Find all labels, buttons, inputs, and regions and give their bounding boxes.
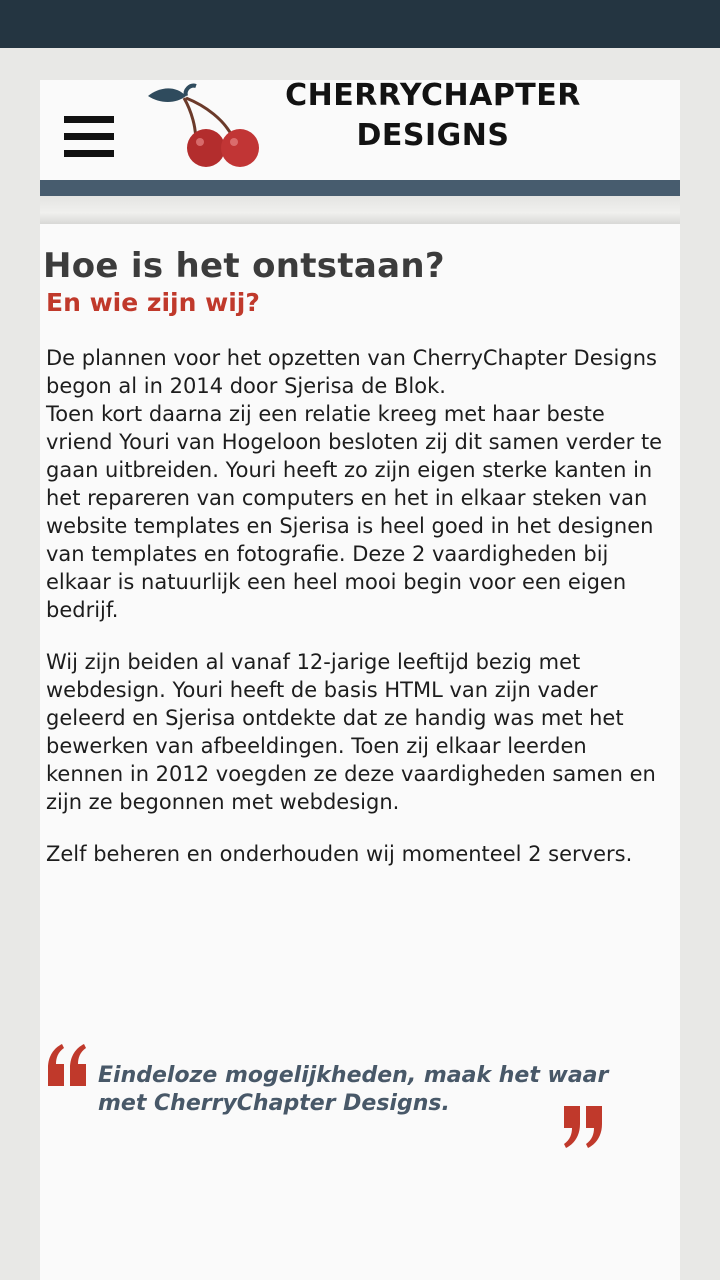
quote-text: Eindeloze mogelijkheden, maak het waar met CherryChapter Designs.	[98, 1063, 609, 1116]
page-title: Hoe is het ontstaan?	[43, 246, 445, 286]
quote-close-icon	[560, 1104, 606, 1150]
nav-bar	[40, 180, 680, 196]
hamburger-menu-icon[interactable]	[64, 116, 114, 158]
paragraph-1: De plannen voor het opzetten van CherryChapter Designs begon al in 2014 door Sjerisa de Blok.	[46, 346, 657, 398]
status-bar	[0, 0, 720, 48]
brand-line-1: CHERRYCHAPTER	[285, 78, 581, 113]
header-shadow	[40, 196, 680, 224]
page-container	[40, 80, 680, 1280]
paragraph-4: Zelf beheren en onderhouden wij momenteel 2 servers.	[46, 842, 633, 866]
brand-title[interactable]	[278, 80, 588, 156]
quote-open-icon	[46, 1042, 90, 1088]
page-subtitle: En wie zijn wij?	[46, 288, 260, 317]
paragraph-3: Wij zijn beiden al vanaf 12-jarige leeftijd bezig met webdesign. Youri heeft de basis HTML van zijn vader geleerd en Sjerisa ontdekte dat ze handig was met het bewerken van afbeeldingen. Toen zij elkaar leerden kennen in 2012 voegden ze deze vaardigheden samen en zijn ze begonnen met webdesign.	[46, 650, 656, 814]
brand-line-2: DESIGNS	[356, 118, 510, 153]
paragraph-2: Toen kort daarna zij een relatie kreeg met haar beste vriend Youri van Hogeloon besloten zij dit samen verder te gaan uitbreiden. Youri heeft zo zijn eigen sterke kanten in het repareren van computers en het in elkaar steken van website templates en Sjerisa is heel goed in het designen van templates en fotografie. Deze 2 vaardigheden bij elkaar is natuurlijk een heel mooi begin voor een eigen bedrijf.	[46, 402, 663, 622]
intro-paragraph	[46, 344, 666, 624]
cherry-logo[interactable]	[144, 82, 262, 170]
site-header	[40, 80, 680, 180]
